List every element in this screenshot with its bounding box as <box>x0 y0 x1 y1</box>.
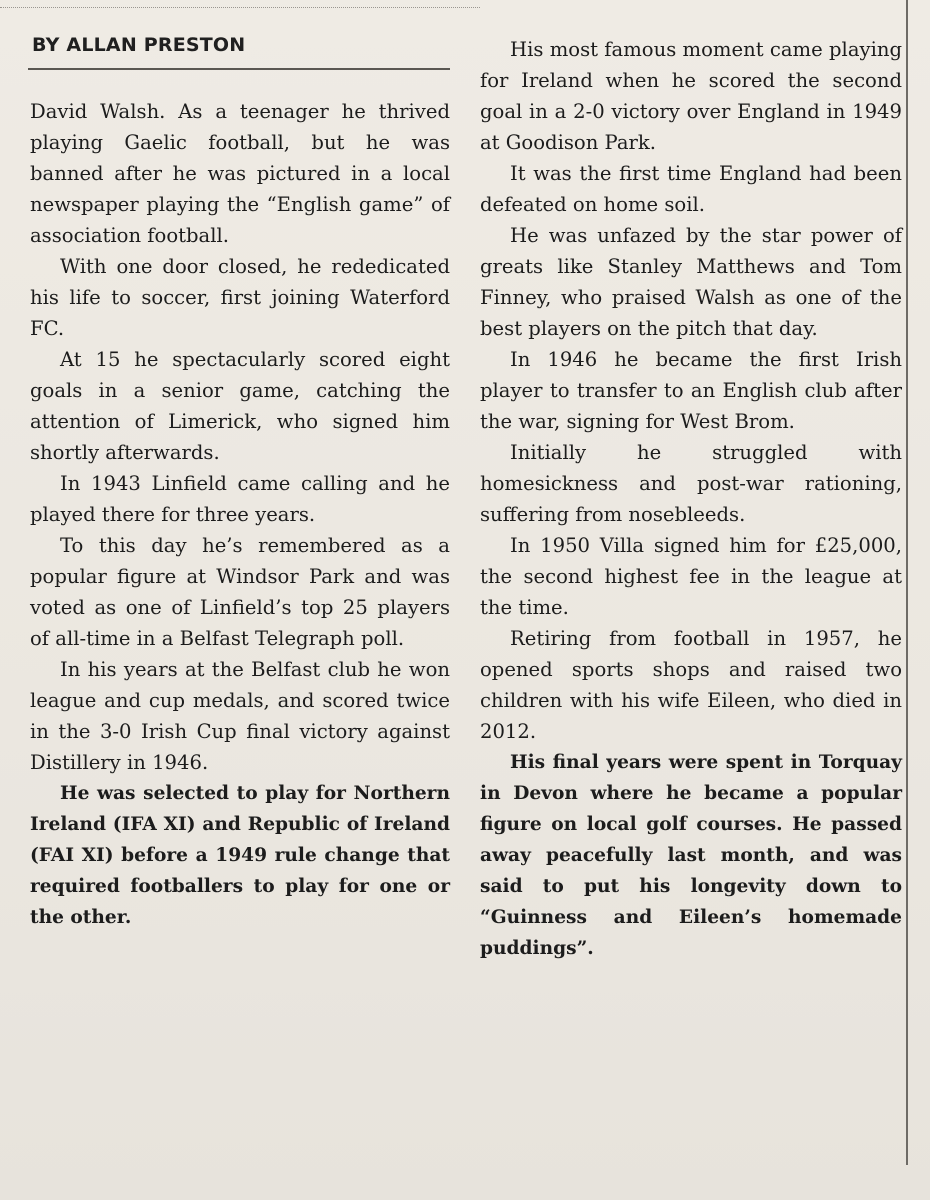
byline-rule <box>28 68 450 70</box>
paragraph: His final years were spent in Torquay in Devon where he became a popular figure on local golf courses. He passed away peacefully last month, and was said to put his longevity down to “Guinness and Eileen’s homemade puddings”. <box>480 752 902 959</box>
paragraph: At 15 he spectacularly scored eight goals in a senior game, catching the attention of Limerick, who signed him shortly afterwards. <box>30 348 450 464</box>
byline: BY ALLAN PRESTON <box>32 34 246 56</box>
article-column-right <box>480 34 902 964</box>
paragraph: David Walsh. As a teenager he thrived playing Gaelic football, but he was banned after he was pictured in a local newspaper playing the “English game” of association football. <box>30 100 450 247</box>
paragraph: Retiring from football in 1957, he opened sports shops and raised two children with his wife Eileen, who died in 2012. <box>480 627 902 743</box>
clipping-top-edge <box>0 0 480 8</box>
paragraph: In 1946 he became the first Irish player to transfer to an English club after the war, signing for West Brom. <box>480 348 902 433</box>
paragraph: It was the first time England had been defeated on home soil. <box>480 162 902 216</box>
paragraph: In 1943 Linfield came calling and he played there for three years. <box>30 472 450 526</box>
paragraph: His most famous moment came playing for Ireland when he scored the second goal in a 2-0 victory over England in 1949 at Goodison Park. <box>480 38 902 154</box>
article-column-left <box>30 96 450 933</box>
paragraph: Initially he struggled with homesickness and post-war rationing, suffering from nosebleeds. <box>480 441 902 526</box>
paragraph: In his years at the Belfast club he won league and cup medals, and scored twice in the 3-0 Irish Cup final victory against Distillery in 1946. <box>30 658 450 774</box>
paragraph: To this day he’s remembered as a popular figure at Windsor Park and was voted as one of Linfield’s top 25 players of all-time in a Belfast Telegraph poll. <box>30 534 450 650</box>
paragraph: With one door closed, he rededicated his life to soccer, first joining Waterford FC. <box>30 255 450 340</box>
column-divider-rule <box>906 0 908 1165</box>
paragraph: He was unfazed by the star power of greats like Stanley Matthews and Tom Finney, who praised Walsh as one of the best players on the pitch that day. <box>480 224 902 340</box>
paragraph: He was selected to play for Northern Ireland (IFA XI) and Republic of Ireland (FAI XI) before a 1949 rule change that required footballers to play for one or the other. <box>30 783 450 928</box>
paragraph: In 1950 Villa signed him for £25,000, the second highest fee in the league at the time. <box>480 534 902 619</box>
